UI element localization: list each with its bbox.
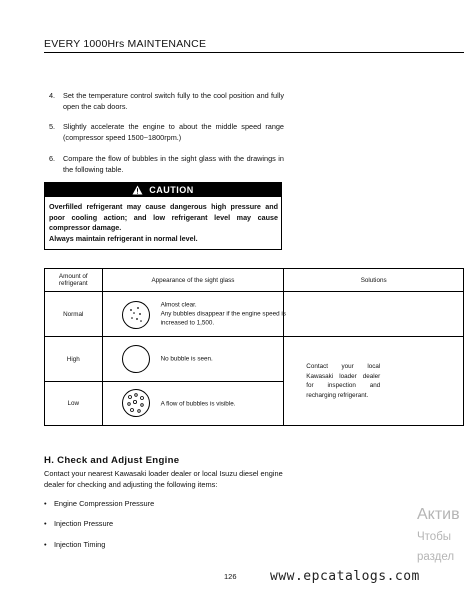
step-number: 5.: [49, 122, 56, 131]
caution-text: Always maintain refrigerant in normal level.: [49, 233, 198, 243]
appearance-description: Almost clear. Any bubbles disappear if the engine speed is increased to 1,500.: [160, 301, 286, 327]
header-divider: [44, 52, 464, 53]
step-item: [49, 153, 284, 175]
step-item: [49, 90, 284, 112]
caution-text: Overfilled refrigerant may cause dangerous high pressure and poor cooling action; and low refrigerant level may cause compressor damage.: [49, 202, 278, 232]
os-activation-overlay-text: раздел: [417, 551, 455, 563]
caution-header: [45, 183, 281, 197]
appearance-description: A flow of bubbles is visible.: [160, 400, 236, 407]
step-text: Compare the flow of bubbles in the sight glass with the drawings in the following table.: [63, 154, 284, 174]
step-text: Set the temperature control switch fully to the cool position and fully open the cab doors.: [63, 91, 284, 111]
appearance-cell: [102, 382, 284, 426]
bullet-icon: •: [44, 499, 47, 508]
bullet-icon: •: [44, 540, 47, 549]
warning-triangle-icon: [132, 185, 143, 195]
appearance-cell: [102, 292, 284, 337]
amount-cell: High: [45, 337, 103, 382]
sight-glass-table: [44, 268, 464, 426]
table-header-row: [45, 269, 464, 292]
sight-glass-low-icon: [121, 388, 151, 418]
list-item: [44, 540, 105, 549]
list-item: [44, 499, 154, 508]
step-number: 6.: [49, 154, 56, 163]
column-header-amount: Amount of refrigerant: [45, 269, 103, 292]
step-text: Slightly accelerate the engine to about the middle speed range (compressor speed 1500~1800rpm.): [63, 122, 284, 142]
os-activation-overlay-text: Чтобы: [417, 531, 452, 543]
caution-body: [49, 202, 278, 244]
list-item: [44, 519, 113, 528]
list-item-text: Engine Compression Pressure: [54, 499, 155, 508]
caution-box: [44, 182, 282, 250]
table-row: [45, 337, 464, 382]
column-header-solutions: Solutions: [284, 269, 464, 292]
solution-text: Contact your local Kawasaki loader dealer for inspection and recharging refrigerant.: [306, 363, 381, 399]
amount-cell: Normal: [45, 292, 103, 337]
column-header-appearance: Appearance of the sight glass: [102, 269, 284, 292]
appearance-cell: [102, 337, 284, 382]
sight-glass-high-icon: [121, 344, 151, 374]
caution-title: CAUTION: [149, 185, 194, 195]
solution-cell: [284, 337, 464, 426]
watermark-text: www.epcatalogs.com: [270, 569, 420, 584]
section-title: H. Check and Adjust Engine: [44, 455, 180, 466]
page-header-title: EVERY 1000Hrs MAINTENANCE: [44, 38, 207, 50]
list-item-text: Injection Timing: [54, 540, 106, 549]
appearance-description: No bubble is seen.: [160, 355, 213, 363]
step-item: [49, 121, 284, 143]
page-number: 126: [224, 572, 237, 581]
bullet-icon: •: [44, 519, 47, 528]
step-number: 4.: [49, 91, 56, 100]
solution-cell: [284, 292, 464, 337]
section-intro: Contact your nearest Kawasaki loader dealer or local Isuzu diesel engine dealer for checking and adjusting the following items:: [44, 469, 283, 489]
os-activation-overlay-title: Актив: [417, 506, 460, 523]
amount-cell: Low: [45, 382, 103, 426]
table-row: [45, 292, 464, 337]
list-item-text: Injection Pressure: [54, 519, 114, 528]
sight-glass-normal-icon: [121, 300, 151, 330]
